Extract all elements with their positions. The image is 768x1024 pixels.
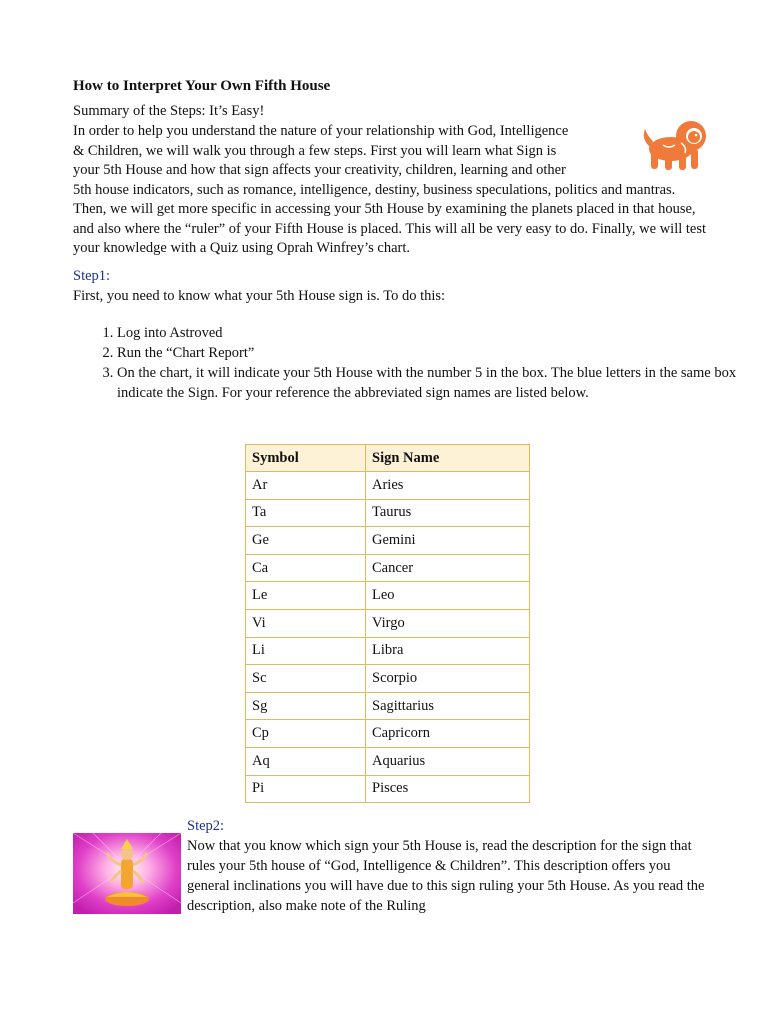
step1-list (73, 323, 757, 403)
symbol-cell: Li (246, 637, 366, 665)
symbol-cell: Ta (246, 499, 366, 527)
lion-icon (641, 119, 709, 173)
intro-rest: 5th house indicators, such as romance, intelligence, destiny, business speculations, politics and mantras. Then, we will get more specific in accessing your 5th House by examining the planets placed in that house, and also where the “ruler” of your Fifth House is placed. This will all be very easy to do. Finally, we will test your knowledge with a Quiz using Oprah Winfrey’s chart. (73, 181, 707, 256)
sign-name-cell: Aquarius (366, 747, 530, 775)
column-header-sign-name: Sign Name (366, 445, 530, 472)
intro-line: your 5th House and how that sign affects your creativity, children, learning and other (73, 162, 566, 178)
sign-name-cell: Capricorn (366, 720, 530, 748)
table-row (246, 609, 530, 637)
table-row (246, 747, 530, 775)
symbol-cell: Sc (246, 665, 366, 693)
subtitle: Summary of the Steps: It’s Easy! (73, 103, 265, 119)
step1-text: First, you need to know what your 5th House sign is. To do this: (73, 288, 446, 304)
list-item: 2. Run the “Chart Report” (117, 343, 757, 363)
table-row (246, 472, 530, 500)
sign-name-cell: Cancer (366, 554, 530, 582)
step1-label: Step1: (73, 268, 111, 284)
table-row (246, 554, 530, 582)
intro-line: In order to help you understand the nature of your relationship with God, Intelligence (73, 123, 569, 139)
table-row (246, 692, 530, 720)
list-item: 1. Log into Astroved (117, 323, 757, 343)
symbol-cell: Vi (246, 609, 366, 637)
intro-line: & Children, we will walk you through a few steps. First you will learn what Sign is (73, 142, 557, 159)
symbol-cell: Le (246, 582, 366, 610)
sign-name-cell: Aries (366, 472, 530, 500)
symbol-cell: Cp (246, 720, 366, 748)
table-row (246, 527, 530, 555)
list-item: 3. On the chart, it will indicate your 5th House with the number 5 in the box. The blue letters in the same box indicate the Sign. For your reference the abbreviated sign names are listed below. (117, 363, 757, 403)
sign-name-cell: Scorpio (366, 665, 530, 693)
sign-name-cell: Libra (366, 637, 530, 665)
deity-image (73, 833, 181, 914)
sign-name-cell: Gemini (366, 527, 530, 555)
page-title: How to Interpret Your Own Fifth House (73, 78, 331, 94)
step2-label: Step2: (187, 818, 225, 834)
table-row (246, 499, 530, 527)
sign-name-cell: Taurus (366, 499, 530, 527)
symbol-cell: Ar (246, 472, 366, 500)
symbol-cell: Ca (246, 554, 366, 582)
sign-name-cell: Virgo (366, 609, 530, 637)
table-row (246, 665, 530, 693)
table-header-row (246, 445, 530, 472)
symbol-cell: Aq (246, 747, 366, 775)
symbol-cell: Pi (246, 775, 366, 803)
sign-name-cell: Sagittarius (366, 692, 530, 720)
table-row (246, 582, 530, 610)
table-row (246, 775, 530, 803)
sign-table (245, 444, 530, 803)
column-header-symbol: Symbol (246, 445, 366, 472)
symbol-cell: Ge (246, 527, 366, 555)
symbol-cell: Sg (246, 692, 366, 720)
sign-name-cell: Pisces (366, 775, 530, 803)
table-row (246, 720, 530, 748)
table-row (246, 637, 530, 665)
intro-paragraph (73, 122, 708, 259)
step2-text: Now that you know which sign your 5th House is, read the description for the sign that rules your 5th house of “God, Intelligence & Children”. This description offers you general inclinations you will have due to this sign ruling your 5th House. As you read the description, also make note of the Ruling (187, 838, 705, 914)
sign-name-cell: Leo (366, 582, 530, 610)
